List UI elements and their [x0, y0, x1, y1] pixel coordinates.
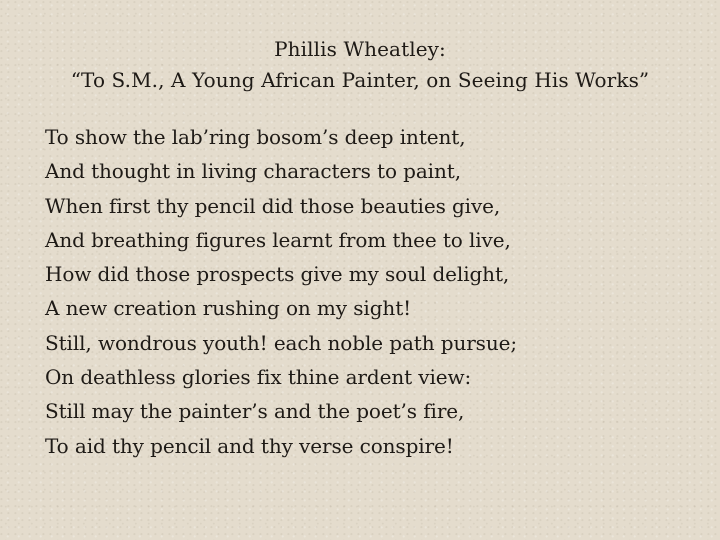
title-poem-name: “To S.M., A Young African Painter, on Seeing His Works”: [70, 68, 650, 92]
poem-line: A new creation rushing on my sight!: [45, 296, 412, 321]
poem-line: To aid thy pencil and thy verse conspire!: [45, 433, 454, 458]
poem-line: To show the lab’ring bosom’s deep intent,: [45, 125, 466, 149]
title-author: Phillis Wheatley:: [274, 37, 446, 61]
poem-line: Still may the painter’s and the poet’s fire,: [45, 399, 465, 424]
poem-line: And thought in living characters to paint,: [45, 159, 461, 184]
poem-line: When first thy pencil did those beauties give,: [45, 193, 501, 218]
poem-text: [45, 120, 705, 463]
poem-line: Still, wondrous youth! each noble path pursue;: [45, 330, 518, 355]
poem-line: On deathless glories fix thine ardent view:: [45, 365, 472, 390]
slide-title: [0, 34, 720, 96]
poem-line: How did those prospects give my soul delight,: [45, 262, 510, 287]
poem-line: And breathing figures learnt from thee to live,: [45, 227, 511, 252]
